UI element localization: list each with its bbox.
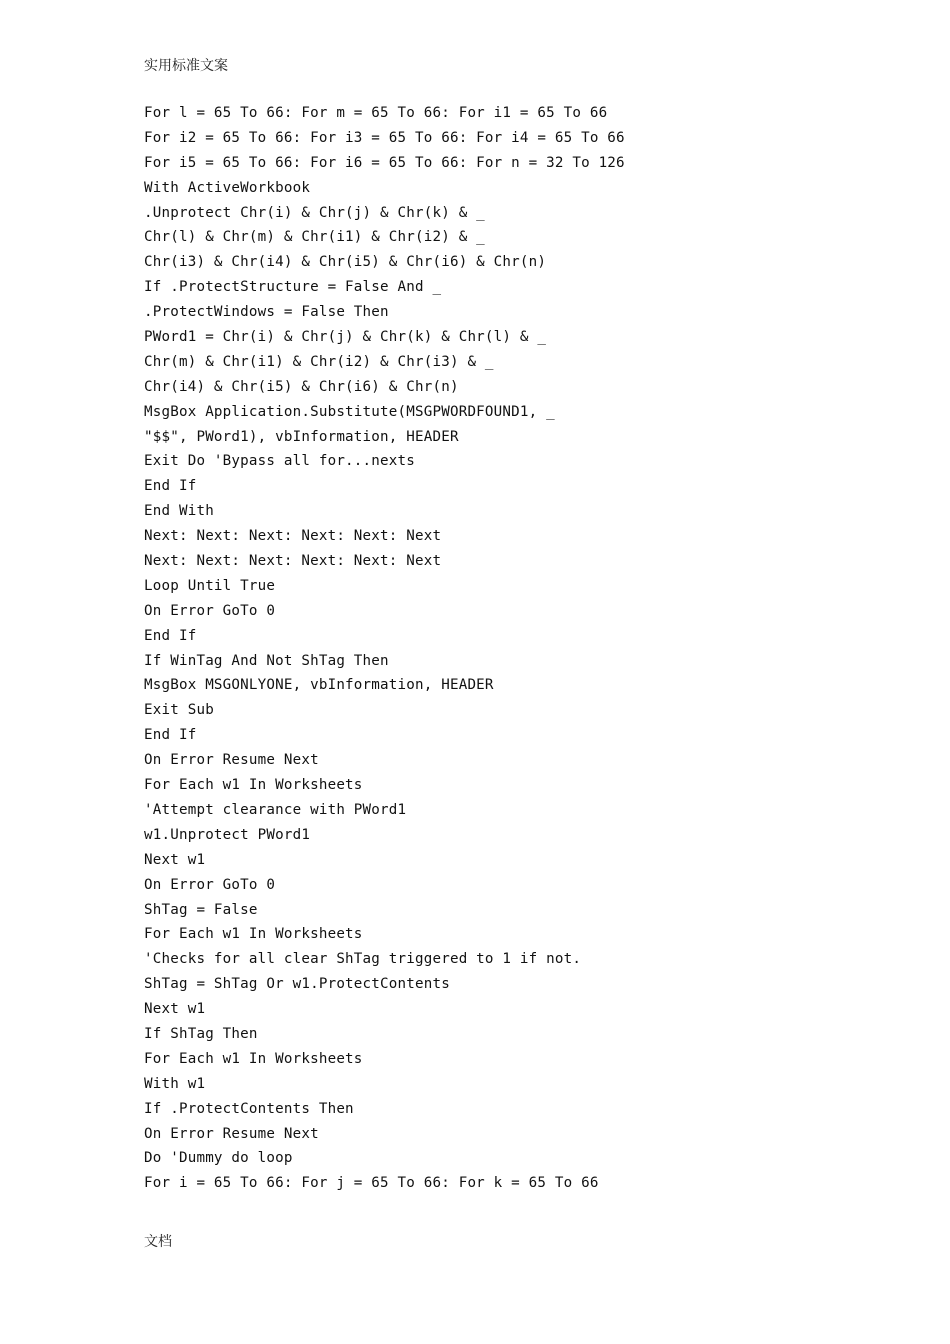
code-line: On Error Resume Next — [144, 1125, 319, 1142]
code-line: With ActiveWorkbook — [144, 179, 311, 196]
code-line: Chr(i4) & Chr(i5) & Chr(i6) & Chr(n) — [144, 378, 459, 395]
code-line: ShTag = False — [144, 901, 258, 918]
code-line: Exit Do 'Bypass all for...nexts — [144, 453, 415, 470]
code-line: End With — [144, 503, 214, 520]
code-line: If ShTag Then — [144, 1025, 258, 1042]
code-line: End If — [144, 478, 197, 495]
code-line: If .ProtectStructure = False And _ — [144, 279, 442, 296]
code-line: With w1 — [144, 1075, 206, 1092]
code-line: Chr(m) & Chr(i1) & Chr(i2) & Chr(i3) & _ — [144, 353, 494, 370]
code-line: Do 'Dummy do loop — [144, 1150, 293, 1167]
code-line: For i2 = 65 To 66: For i3 = 65 To 66: For i4 = 65 To 66 — [144, 129, 625, 146]
code-line: 'Attempt clearance with PWord1 — [144, 801, 407, 818]
code-line: Next w1 — [144, 1001, 206, 1018]
code-line: Next w1 — [144, 851, 206, 868]
code-line: PWord1 = Chr(i) & Chr(j) & Chr(k) & Chr(l) & _ — [144, 329, 547, 346]
code-line: For i5 = 65 To 66: For i6 = 65 To 66: For n = 32 To 126 — [144, 154, 625, 171]
code-line: 'Checks for all clear ShTag triggered to 1 if not. — [144, 951, 582, 968]
page-header: 实用标准文案 — [144, 58, 228, 74]
code-line: On Error GoTo 0 — [144, 602, 276, 619]
code-line: Chr(l) & Chr(m) & Chr(i1) & Chr(i2) & _ — [144, 229, 485, 246]
code-line: "$$", PWord1), vbInformation, HEADER — [144, 428, 459, 445]
page-footer: 文档 — [144, 1234, 172, 1250]
code-line: MsgBox Application.Substitute(MSGPWORDFOUND1, _ — [144, 403, 555, 420]
code-line: For Each w1 In Worksheets — [144, 777, 363, 794]
code-line: On Error GoTo 0 — [144, 876, 276, 893]
code-line: .ProtectWindows = False Then — [144, 304, 389, 321]
code-line: ShTag = ShTag Or w1.ProtectContents — [144, 976, 450, 993]
code-line: Exit Sub — [144, 702, 214, 719]
code-line: .Unprotect Chr(i) & Chr(j) & Chr(k) & _ — [144, 204, 485, 221]
code-line: MsgBox MSGONLYONE, vbInformation, HEADER — [144, 677, 494, 694]
code-line: w1.Unprotect PWord1 — [144, 826, 311, 843]
code-line: Loop Until True — [144, 577, 276, 594]
code-line: End If — [144, 627, 197, 644]
code-line: Chr(i3) & Chr(i4) & Chr(i5) & Chr(i6) & Chr(n) — [144, 254, 547, 271]
code-line: If WinTag And Not ShTag Then — [144, 652, 389, 669]
code-line: End If — [144, 727, 197, 744]
code-line: For Each w1 In Worksheets — [144, 1050, 363, 1067]
code-line: For i = 65 To 66: For j = 65 To 66: For k = 65 To 66 — [144, 1175, 599, 1192]
code-line: On Error Resume Next — [144, 752, 319, 769]
code-line: Next: Next: Next: Next: Next: Next — [144, 553, 442, 570]
code-block — [144, 101, 864, 1196]
code-line: Next: Next: Next: Next: Next: Next — [144, 528, 442, 545]
code-line: If .ProtectContents Then — [144, 1100, 354, 1117]
code-line: For Each w1 In Worksheets — [144, 926, 363, 943]
code-line: For l = 65 To 66: For m = 65 To 66: For i1 = 65 To 66 — [144, 105, 608, 121]
